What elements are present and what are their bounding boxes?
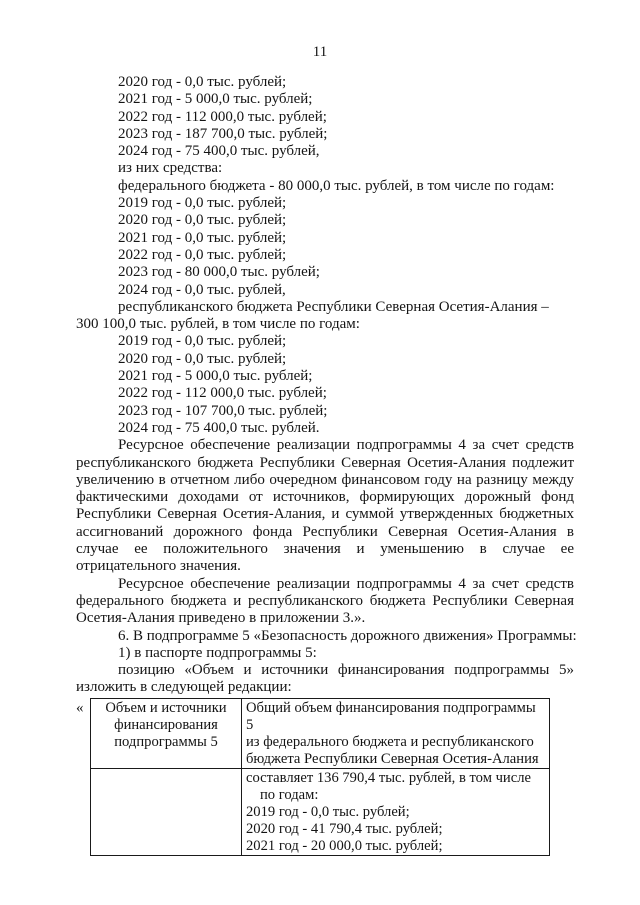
paragraph: Ресурсное обеспечение реализации подпрограммы 4 за счет средств федерального бюджета и республиканского бюджета Республики Северная Осетия-Алания приведено в приложении 3.». <box>76 575 574 627</box>
text-line: 2020 год - 0,0 тыс. рублей; <box>118 212 287 229</box>
cell-line: из федерального бюджета и республиканского <box>246 734 534 750</box>
cell-line: 2021 год - 20 000,0 тыс. рублей; <box>246 838 443 854</box>
cell-line: 2020 год - 41 790,4 тыс. рублей; <box>246 821 443 837</box>
paragraph: позицию «Объем и источники финансирования подпрограммы 5» изложить в следующей редакции: <box>76 662 574 696</box>
text-line: 2023 год - 80 000,0 тыс. рублей; <box>118 264 320 281</box>
text-line: 2021 год - 5 000,0 тыс. рублей; <box>118 368 313 385</box>
document-body <box>76 74 577 697</box>
text-line: 2023 год - 107 700,0 тыс. рублей; <box>118 402 328 419</box>
cell-line: по годам: <box>260 787 319 803</box>
cell-line: подпрограммы 5 <box>114 734 218 750</box>
cell-line: бюджета Республики Северная Осетия-Алания <box>246 751 539 767</box>
text-line: 2024 год - 75 400,0 тыс. рублей, <box>118 143 320 160</box>
text-line: 2022 год - 0,0 тыс. рублей; <box>118 246 287 263</box>
text-line: 2024 год - 75 400,0 тыс. рублей. <box>118 419 320 436</box>
text-line: 1) в паспорте подпрограммы 5: <box>118 644 317 661</box>
table-cell <box>91 769 242 856</box>
text-line: 2021 год - 5 000,0 тыс. рублей; <box>118 91 313 108</box>
text-line: 2024 год - 0,0 тыс. рублей, <box>118 281 286 298</box>
table-cell <box>242 699 550 769</box>
text-line: 6. В подпрограмме 5 «Безопасность дорожного движения» Программы: <box>118 627 577 644</box>
text-line: 2019 год - 0,0 тыс. рублей; <box>118 195 287 212</box>
cell-line: составляет 136 790,4 тыс. рублей, в том числе <box>246 770 531 786</box>
page-number: 11 <box>312 44 328 60</box>
text-line: 2022 год - 112 000,0 тыс. рублей; <box>118 385 327 402</box>
table-cell <box>91 699 242 769</box>
cell-line: Общий объем финансирования подпрограммы 5 <box>246 700 536 733</box>
financing-table <box>90 698 550 856</box>
cell-line: финансирования <box>114 717 218 733</box>
text-line: федерального бюджета - 80 000,0 тыс. рублей, в том числе по годам: <box>118 177 555 194</box>
text-line: 2023 год - 187 700,0 тыс. рублей; <box>118 125 328 142</box>
opening-quote: « <box>76 700 84 716</box>
text-line: 2020 год - 0,0 тыс. рублей; <box>118 74 287 90</box>
table-row <box>91 769 550 856</box>
text-line: 2021 год - 0,0 тыс. рублей; <box>118 229 287 246</box>
text-line: 2022 год - 112 000,0 тыс. рублей; <box>118 108 327 125</box>
text-line: республиканского бюджета Республики Северная Осетия-Алания – <box>118 298 549 315</box>
text-line: 2019 год - 0,0 тыс. рублей; <box>118 333 287 350</box>
paragraph: Ресурсное обеспечение реализации подпрограммы 4 за счет средств республиканского бюджета Республики Северная Осетия-Алания подлежит увеличению в отчетном либо очередном финансовом году на разницу между фактическими доходами от источников, формирующих дорожный фонд Республики Северная Осетия-Алания, и суммой утвержденных бюджетных ассигнований дорожного фонда Республики Северная Осетия-Алания в случае ее положительного значения и уменьшению в случае ее отрицательного значения. <box>76 437 574 575</box>
cell-line: Объем и источники <box>105 700 227 716</box>
table-cell <box>242 769 550 856</box>
table-row <box>91 699 550 769</box>
text-line: 300 100,0 тыс. рублей, в том числе по годам: <box>76 316 360 333</box>
cell-line: 2019 год - 0,0 тыс. рублей; <box>246 804 410 820</box>
text-line: 2020 год - 0,0 тыс. рублей; <box>118 350 287 367</box>
text-line: из них средства: <box>118 160 223 177</box>
